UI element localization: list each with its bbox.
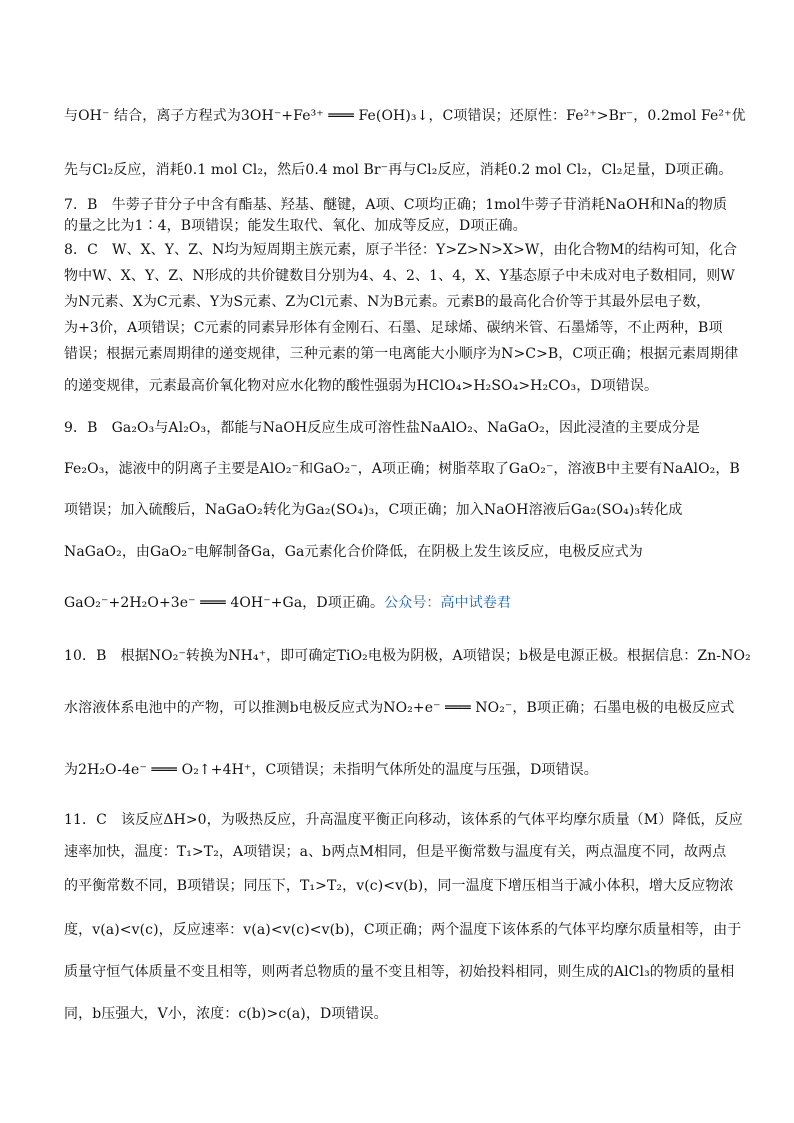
text-line: 先与Cl₂反应，消耗0.1 mol Cl₂，然后0.4 mol Br⁻再与Cl₂反应，消耗0.2 mol Cl₂，Cl₂足量，D项正确。 bbox=[64, 162, 733, 178]
text-line: 为2H₂O-4e⁻ ═══ O₂↑+4H⁺，C项错误；未指明气体所处的温度与压强，D项错误。 bbox=[64, 762, 598, 778]
equation-text: GaO₂⁻+2H₂O+3e⁻ ═══ 4OH⁻+Ga，D项正确。 bbox=[64, 595, 385, 611]
text-line: 质量守恒气体质量不变且相等，则两者总物质的量不变且相等，初始投料相同，则生成的AlCl₃的物质的量相 bbox=[64, 964, 735, 980]
text-line: 速率加快，温度：T₁>T₂，A项错误；a、b两点M相同，但是平衡常数与温度有关，两点温度不同，故两点 bbox=[64, 844, 727, 860]
text-line: 项错误；加入硫酸后，NaGaO₂转化为Ga₂(SO₄)₃，C项正确；加入NaOH溶液后Ga₂(SO₄)₃转化成 bbox=[64, 502, 683, 518]
text-line: 错误；根据元素周期律的递变规律，三种元素的第一电离能大小顺序为N>C>B，C项正确；根据元素周期律 bbox=[64, 346, 739, 362]
text-line: 的量之比为1∶4，B项错误；能发生取代、氧化、加成等反应，D项正确。 bbox=[64, 218, 527, 234]
text-line: 与OH⁻ 结合，离子方程式为3OH⁻+Fe³⁺ ═══ Fe(OH)₃↓，C项错误；还原性：Fe²⁺>Br⁻，0.2mol Fe²⁺优 bbox=[64, 108, 746, 124]
text-line: 水溶液体系电池中的产物，可以推测b电极反应式为NO₂+e⁻ ═══ NO₂⁻，B项正确；石墨电极的电极反应式 bbox=[64, 700, 735, 716]
text-line: 7．B 牛蒡子苷分子中含有酯基、羟基、醚键，A项、C项均正确；1mol牛蒡子苷消耗NaOH和Na的物质 bbox=[64, 197, 728, 213]
text-line: 为+3价，A项错误；C元素的同素异形体有金刚石、石墨、足球烯、碳纳米管、石墨烯等，不止两种，B项 bbox=[64, 320, 723, 336]
text-line: Fe₂O₃，滤液中的阴离子主要是AlO₂⁻和GaO₂⁻，A项正确；树脂萃取了GaO₂⁻，溶液B中主要有NaAlO₂，B bbox=[64, 461, 740, 477]
text-line: 8．C W、X、Y、Z、N均为短周期主族元素，原子半径：Y>Z>N>X>W，由化合物M的结构可知，化合 bbox=[64, 242, 738, 258]
text-line: 度，v(a)<v(c)，反应速率：v(a)<v(c)<v(b)，C项正确；两个温度下该体系的气体平均摩尔质量相等，由于 bbox=[64, 922, 742, 938]
text-line: 为N元素、X为C元素、Y为S元素、Z为Cl元素、N为B元素。元素B的最高化合价等于其最外层电子数， bbox=[64, 294, 711, 310]
text-line: 物中W、X、Y、Z、N形成的共价键数目分别为4、4、2、1、4，X、Y基态原子中未成对电子数相同，则W bbox=[64, 268, 735, 284]
text-line: 9．B Ga₂O₃与Al₂O₃，都能与NaOH反应生成可溶性盐NaAlO₂、NaGaO₂，因此浸渣的主要成分是 bbox=[64, 420, 700, 436]
text-line: 同，b压强大，V小，浓度：c(b)>c(a)，D项错误。 bbox=[64, 1006, 388, 1022]
text-line: NaGaO₂，由GaO₂⁻电解制备Ga，Ga元素化合价降低，在阴极上发生该反应，电极反应式为 bbox=[64, 544, 643, 560]
text-line: 11．C 该反应ΔH>0，为吸热反应，升高温度平衡正向移动，该体系的气体平均摩尔质量（M）降低，反应 bbox=[64, 812, 743, 828]
text-line: 的平衡常数不同，B项错误；同压下，T₁>T₂，v(c)<v(b)，同一温度下增压相当于减小体积，增大反应物浓 bbox=[64, 878, 734, 894]
watermark-text: 公众号：高中试卷君 bbox=[384, 595, 512, 611]
text-line: 10．B 根据NO₂⁻转换为NH₄⁺，即可确定TiO₂电极为阴极，A项错误；b极是电源正极。根据信息：Zn-NO₂ bbox=[64, 648, 751, 664]
equation-line bbox=[64, 593, 754, 613]
text-line: 的递变规律，元素最高价氧化物对应水化物的酸性强弱为HClO₄>H₂SO₄>H₂CO₃，D项错误。 bbox=[64, 378, 659, 394]
